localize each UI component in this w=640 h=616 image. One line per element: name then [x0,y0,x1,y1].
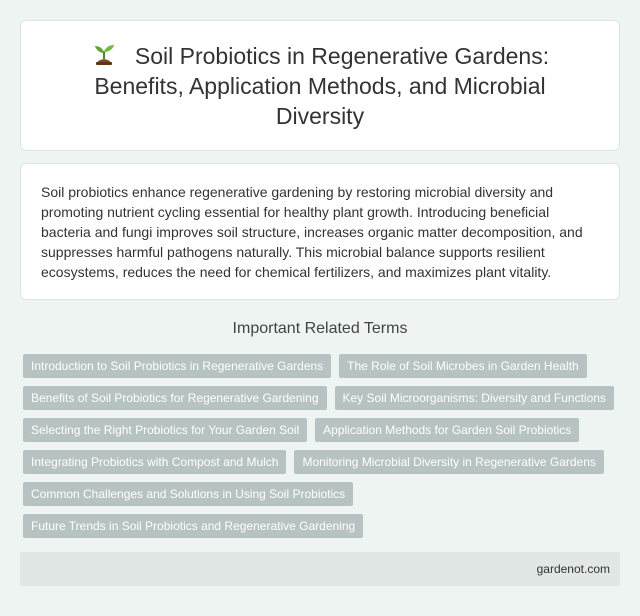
related-term-tag[interactable]: Future Trends in Soil Probiotics and Regenerative Gardening [23,514,363,538]
title-card [20,20,620,151]
footer-site-link[interactable]: gardenot.com [536,562,610,576]
page-title-text: Soil Probiotics in Regenerative Gardens: Benefits, Application Methods, and Microbial Diversity [94,42,550,129]
related-term-tag[interactable]: Monitoring Microbial Diversity in Regenerative Gardens [294,450,603,474]
related-term-tag[interactable]: Integrating Probiotics with Compost and Mulch [23,450,286,474]
related-term-tag[interactable]: Common Challenges and Solutions in Using Soil Probiotics [23,482,353,506]
related-term-tag[interactable]: Benefits of Soil Probiotics for Regenerative Gardening [23,386,327,410]
related-term-tag[interactable]: Key Soil Microorganisms: Diversity and Functions [335,386,614,410]
description-text: Soil probiotics enhance regenerative gardening by restoring microbial diversity and promoting nutrient cycling essential for healthy plant growth. Introducing beneficial bacteria and fungi improves soil structure, increases organic matter decomposition, and suppresses harmful pathogens naturally. This microbial balance supports resilient ecosystems, reduces the need for chemical fertilizers, and maximizes plant vitality. [41,184,583,280]
related-terms-heading: Important Related Terms [232,320,408,337]
related-term-tag[interactable]: Application Methods for Garden Soil Probiotics [315,418,579,442]
page-title [21,41,619,131]
related-term-tag[interactable]: Selecting the Right Probiotics for Your Garden Soil [23,418,307,442]
related-terms-list [23,354,623,538]
sprout-icon [91,41,117,67]
related-term-tag[interactable]: The Role of Soil Microbes in Garden Health [339,354,586,378]
description-card [20,163,620,300]
footer [20,552,620,586]
related-term-tag[interactable]: Introduction to Soil Probiotics in Regenerative Gardens [23,354,331,378]
